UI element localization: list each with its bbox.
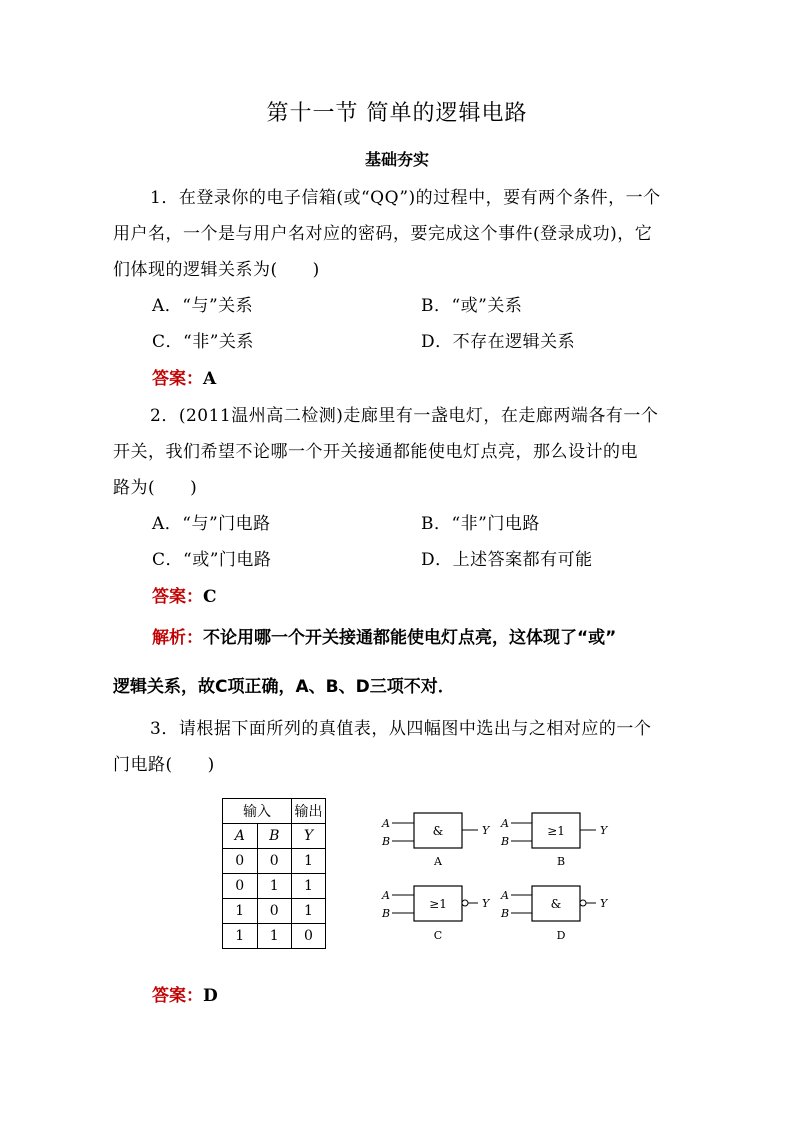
q1-line-3: 们体现的逻辑关系为( ) — [113, 260, 320, 280]
gate-d — [500, 886, 609, 942]
column-a: A — [223, 824, 258, 849]
answer-value: D — [203, 986, 218, 1006]
page-title: 第十一节 简单的逻辑电路 — [266, 101, 528, 126]
analysis-text: 不论用哪一个开关接通都能使电灯点亮，这体现了“或” — [203, 628, 617, 648]
gate-a-output: Y — [482, 824, 490, 837]
table-cell: 1 — [292, 899, 326, 924]
gate-c-label: C — [433, 929, 443, 942]
gate-a-label: A — [434, 855, 442, 868]
answer-label: 答案： — [152, 986, 203, 1006]
table-cell: 0 — [223, 849, 258, 874]
q1-option-b: B．“或”关系 — [421, 296, 523, 316]
gate-b — [500, 813, 609, 868]
gate-a-symbol: & — [432, 824, 444, 838]
q2-option-a: A．“与”门电路 — [152, 514, 271, 534]
gate-b-input-a: A — [501, 817, 509, 830]
gate-d-output: Y — [600, 897, 608, 910]
answer-value: C — [203, 587, 217, 607]
gate-diagrams — [370, 798, 620, 948]
q1-answer — [152, 364, 216, 389]
answer-label: 答案： — [152, 587, 203, 607]
input-header: 输入 — [223, 799, 292, 824]
gate-d-input-a: A — [501, 889, 509, 902]
q2-answer — [152, 582, 217, 607]
q1-line-2: 用户名，一个是与用户名对应的密码，要完成这个事件(登录成功)，它 — [113, 224, 653, 244]
gate-d-inverter-bubble — [580, 900, 586, 906]
q2-option-b: B．“非”门电路 — [421, 514, 540, 534]
q3-line-2: 门电路( ) — [113, 755, 215, 775]
table-cell: 0 — [257, 849, 292, 874]
gate-c-symbol: ≥1 — [429, 897, 447, 911]
gate-b-output: Y — [600, 824, 608, 837]
answer-label: 答案： — [152, 369, 203, 389]
q3-line-1: 3．请根据下面所列的真值表，从四幅图中选出与之相对应的一个 — [150, 719, 652, 739]
column-y: Y — [292, 824, 326, 849]
gate-d-symbol: & — [550, 897, 562, 911]
gate-c — [381, 886, 491, 942]
column-b: B — [257, 824, 292, 849]
q1-option-a: A．“与”关系 — [152, 296, 254, 316]
truth-table-column-row — [223, 824, 326, 849]
q1-option-d: D．不存在逻辑关系 — [421, 332, 576, 352]
q2-line-2: 开关，我们希望不论哪一个开关接通都能使电灯点亮，那么设计的电 — [113, 442, 638, 462]
q2-analysis-line-2: 逻辑关系，故C项正确，A、B、D三项不对． — [113, 677, 455, 697]
gate-a — [381, 813, 491, 868]
table-cell: 1 — [292, 849, 326, 874]
q3-answer — [152, 981, 218, 1006]
q2-option-d: D．上述答案都有可能 — [421, 550, 593, 570]
analysis-label: 解析： — [152, 628, 203, 648]
gate-c-input-a: A — [382, 889, 390, 902]
q2-analysis-line-1 — [152, 623, 616, 648]
answer-value: A — [203, 369, 217, 389]
gate-b-symbol: ≥1 — [547, 824, 565, 838]
q2-option-c: C．“或”门电路 — [152, 550, 272, 570]
table-cell: 0 — [223, 874, 258, 899]
table-cell: 1 — [292, 874, 326, 899]
gate-c-inverter-bubble — [462, 900, 468, 906]
q1-option-c: C．“非”关系 — [152, 332, 254, 352]
gate-b-input-b: B — [501, 835, 510, 848]
gate-a-input-b: B — [382, 835, 391, 848]
gate-c-input-b: B — [382, 907, 391, 920]
q2-line-1: 2．(2011温州高二检测)走廊里有一盏电灯，在走廊两端各有一个 — [150, 406, 659, 426]
table-row — [223, 924, 326, 949]
table-cell: 1 — [223, 924, 258, 949]
gate-a-input-a: A — [382, 817, 390, 830]
section-heading: 基础夯实 — [364, 150, 429, 169]
table-cell: 0 — [292, 924, 326, 949]
q1-line-1: 1．在登录你的电子信箱(或“QQ”)的过程中，要有两个条件，一个 — [150, 188, 661, 208]
truth-table — [222, 798, 326, 949]
gate-d-input-b: B — [501, 907, 510, 920]
table-cell: 1 — [257, 874, 292, 899]
gate-b-label: B — [556, 855, 566, 868]
table-row — [223, 899, 326, 924]
gate-c-output: Y — [482, 897, 490, 910]
table-row — [223, 874, 326, 899]
table-cell: 1 — [223, 899, 258, 924]
table-cell: 1 — [257, 924, 292, 949]
table-cell: 0 — [257, 899, 292, 924]
table-row — [223, 849, 326, 874]
q2-line-3: 路为( ) — [113, 478, 198, 498]
truth-table-header-row — [223, 799, 326, 824]
output-header: 输出 — [292, 799, 326, 824]
gate-d-label: D — [556, 929, 566, 942]
